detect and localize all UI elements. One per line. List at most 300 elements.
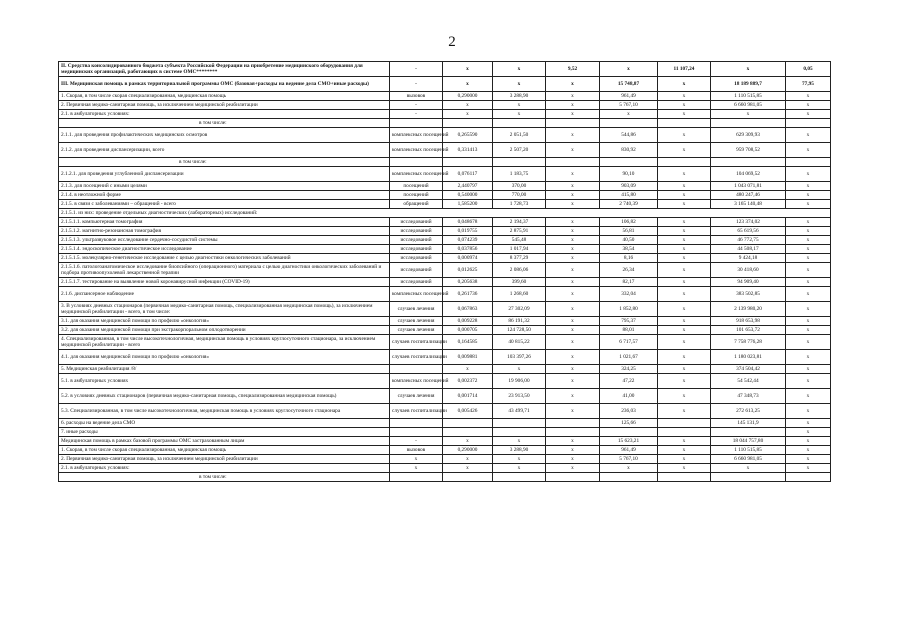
value-cell: 370,00: [493, 182, 546, 191]
value-cell: [546, 158, 600, 167]
row-label: 5.3. Специализированная, в том числе высокотехнологичная, медицинская помощь в условиях круглосуточного стационара: [59, 404, 390, 419]
unit-cell: случаев лечения: [390, 317, 443, 326]
row-label: в том числе:: [59, 473, 390, 482]
value-cell: 6 660 981,05: [711, 455, 786, 464]
table-row: [59, 254, 831, 263]
value-cell: 41,00: [600, 389, 658, 404]
value-cell: x: [546, 128, 600, 143]
row-label: 2.1.6. диспансерное наблюдение: [59, 287, 390, 302]
table-row: [59, 419, 831, 428]
value-cell: [600, 158, 658, 167]
value-cell: [658, 158, 711, 167]
table-row: [59, 200, 831, 209]
table-row: [59, 263, 831, 278]
row-label: 2.1.5.1.5. молекулярно-генетическое исследование с целью диагностики онкологических заболеваний: [59, 254, 390, 263]
table-row: [59, 404, 831, 419]
table-row: [59, 437, 831, 446]
row-label: 1. Скорая, в том числе скорая специализированная, медицинская помощь: [59, 92, 390, 101]
value-cell: [546, 419, 600, 428]
value-cell: 123 374,02: [711, 218, 786, 227]
table-row: [59, 128, 831, 143]
value-cell: 18 189 889,7: [711, 77, 786, 92]
unit-cell: исследований: [390, 227, 443, 236]
value-cell: x: [786, 101, 831, 110]
value-cell: [443, 158, 493, 167]
value-cell: 94 909,40: [711, 278, 786, 287]
value-cell: x: [600, 110, 658, 119]
row-label: 2.1.5.1.2. магнитно-резонансная томография: [59, 227, 390, 236]
value-cell: 88,01: [600, 326, 658, 335]
value-cell: x: [786, 389, 831, 404]
value-cell: x: [493, 455, 546, 464]
value-cell: [443, 119, 493, 128]
value-cell: 3 165 140,48: [711, 200, 786, 209]
table-row: [59, 428, 831, 437]
value-cell: 47 348,73: [711, 389, 786, 404]
value-cell: 3 288,90: [493, 446, 546, 455]
value-cell: 0,05: [786, 62, 831, 77]
row-label: 2.1. в амбулаторных условиях:: [59, 464, 390, 473]
table-row: [59, 110, 831, 119]
unit-cell: случаев госпитализации: [390, 404, 443, 419]
unit-cell: случаев госпитализации: [390, 350, 443, 365]
value-cell: 43 499,71: [493, 404, 546, 419]
value-cell: x: [546, 365, 600, 374]
row-label: 5.1. в амбулаторных условиях: [59, 374, 390, 389]
value-cell: 374 504,42: [711, 365, 786, 374]
value-cell: x: [786, 326, 831, 335]
value-cell: x: [658, 365, 711, 374]
table-row: [59, 143, 831, 158]
row-label: 2.1.5.1.6. патологоанатомическое исследование биопсийного (операционного) материала с целью диагностики онкологических заболеваний и подбора противоопухолевой лекарственной терапии: [59, 263, 390, 278]
value-cell: x: [786, 287, 831, 302]
financing-table: [58, 61, 831, 482]
unit-cell: x: [390, 455, 443, 464]
value-cell: x: [546, 254, 600, 263]
unit-cell: [390, 419, 443, 428]
value-cell: x: [443, 110, 493, 119]
value-cell: 2,440797: [443, 182, 493, 191]
value-cell: x: [658, 317, 711, 326]
value-cell: 0,076117: [443, 167, 493, 182]
value-cell: 56,81: [600, 227, 658, 236]
value-cell: x: [658, 278, 711, 287]
unit-cell: [390, 158, 443, 167]
value-cell: x: [786, 254, 831, 263]
value-cell: 0,205638: [443, 278, 493, 287]
row-label: в том числе:: [59, 158, 390, 167]
value-cell: x: [546, 302, 600, 317]
value-cell: x: [546, 218, 600, 227]
table-row: [59, 77, 831, 92]
value-cell: x: [546, 335, 600, 350]
value-cell: [493, 428, 546, 437]
row-label: 3.1. для оказания медицинской помощи по профилю «онкология»: [59, 317, 390, 326]
value-cell: 959 708,52: [711, 143, 786, 158]
unit-cell: случаев лечения: [390, 389, 443, 404]
value-cell: 0,000974: [443, 254, 493, 263]
value-cell: x: [786, 218, 831, 227]
value-cell: x: [786, 350, 831, 365]
value-cell: 86 191,32: [493, 317, 546, 326]
unit-cell: исследований: [390, 254, 443, 263]
value-cell: 15 623,21: [600, 437, 658, 446]
row-label: 2.1. в амбулаторных условиях:: [59, 110, 390, 119]
value-cell: x: [546, 437, 600, 446]
value-cell: [600, 119, 658, 128]
row-label: 2. Первичная медико-санитарная помощь, за исключением медицинской реабилитации: [59, 455, 390, 464]
row-label: III. Медицинская помощь в рамках территориальной программы ОМС (базовая+расходы на ведение дела СМО+иные расходы): [59, 77, 390, 92]
value-cell: x: [443, 365, 493, 374]
unit-cell: посещений: [390, 182, 443, 191]
row-label: 2.1.2. для проведения диспансеризации, всего: [59, 143, 390, 158]
value-cell: 3 288,90: [493, 92, 546, 101]
value-cell: 2 194,37: [493, 218, 546, 227]
row-label: 4.1. для оказания медицинской помощи по профилю «онкология»: [59, 350, 390, 365]
unit-cell: комплексных посещений: [390, 374, 443, 389]
value-cell: x: [786, 236, 831, 245]
value-cell: x: [658, 245, 711, 254]
value-cell: [546, 428, 600, 437]
value-cell: 383 502,85: [711, 287, 786, 302]
table-row: [59, 92, 831, 101]
row-label: 3. В условиях дневных стационаров (первичная медико-санитарная помощь, специализированная медицинская помощь), за исключением медицинской реабилитации - всего, в том числе:: [59, 302, 390, 317]
value-cell: 19 906,00: [493, 374, 546, 389]
value-cell: 1,585200: [443, 200, 493, 209]
value-cell: x: [658, 326, 711, 335]
value-cell: x: [658, 287, 711, 302]
value-cell: 5 767,10: [600, 455, 658, 464]
table-row: [59, 191, 831, 200]
value-cell: x: [493, 77, 546, 92]
value-cell: 47,22: [600, 374, 658, 389]
value-cell: 6 717,57: [600, 335, 658, 350]
value-cell: 26,34: [600, 263, 658, 278]
table-row: [59, 473, 831, 482]
row-label: в том числе:: [59, 119, 390, 128]
value-cell: 44 508,17: [711, 245, 786, 254]
unit-cell: исследований: [390, 218, 443, 227]
value-cell: [711, 158, 786, 167]
value-cell: x: [658, 143, 711, 158]
value-cell: x: [443, 62, 493, 77]
row-label: 5. Медицинская реабилитация /8/: [59, 365, 390, 374]
value-cell: 124 728,50: [493, 326, 546, 335]
value-cell: x: [658, 77, 711, 92]
value-cell: x: [658, 167, 711, 182]
value-cell: x: [493, 437, 546, 446]
value-cell: 1 180 023,81: [711, 350, 786, 365]
row-label: 7. иные расходы: [59, 428, 390, 437]
value-cell: 236,03: [600, 404, 658, 419]
value-cell: 1 021,67: [600, 350, 658, 365]
value-cell: 27 302,09: [493, 302, 546, 317]
value-cell: 0,002372: [443, 374, 493, 389]
value-cell: [786, 119, 831, 128]
unit-cell: обращений: [390, 200, 443, 209]
value-cell: x: [786, 317, 831, 326]
value-cell: 2 740,39: [600, 200, 658, 209]
value-cell: x: [546, 77, 600, 92]
table-row: [59, 101, 831, 110]
row-label: II. Средства консолидированного бюджета субъекта Российской Федерации на приобретение медицинского оборудования для медицинских организаций, работающих в системе ОМС********: [59, 62, 390, 77]
value-cell: 18 044 757,80: [711, 437, 786, 446]
table-row: [59, 317, 831, 326]
page-number: 2: [448, 34, 456, 50]
unit-cell: [390, 428, 443, 437]
unit-cell: [390, 473, 443, 482]
table-row: [59, 236, 831, 245]
unit-cell: [390, 365, 443, 374]
value-cell: 103 397,26: [493, 350, 546, 365]
value-cell: x: [546, 143, 600, 158]
value-cell: x: [546, 101, 600, 110]
unit-cell: исследований: [390, 245, 443, 254]
value-cell: x: [658, 464, 711, 473]
row-label: 2.1.5. в связи с заболеваниями – обращений - всего: [59, 200, 390, 209]
row-label: 2.1.5.1.7. тестирование на выявление новой коронавирусной инфекции (COVID-19): [59, 278, 390, 287]
unit-cell: случаев госпитализации: [390, 335, 443, 350]
row-label: 1. Скорая, в том числе скорая специализированная, медицинская помощь: [59, 446, 390, 455]
value-cell: 545,48: [493, 236, 546, 245]
table-row: [59, 455, 831, 464]
value-cell: 0,067863: [443, 302, 493, 317]
value-cell: 2 086,06: [493, 263, 546, 278]
value-cell: x: [786, 167, 831, 182]
value-cell: x: [546, 236, 600, 245]
value-cell: x: [711, 62, 786, 77]
value-cell: x: [546, 404, 600, 419]
unit-cell: исследований: [390, 278, 443, 287]
value-cell: x: [546, 455, 600, 464]
unit-cell: случаев лечения: [390, 302, 443, 317]
value-cell: 0,164585: [443, 335, 493, 350]
value-cell: 0,331413: [443, 143, 493, 158]
value-cell: 1 728,73: [493, 200, 546, 209]
value-cell: 46 772,75: [711, 236, 786, 245]
value-cell: x: [546, 167, 600, 182]
value-cell: 0,265590: [443, 128, 493, 143]
value-cell: 1 110 515,85: [711, 446, 786, 455]
table-row: [59, 446, 831, 455]
value-cell: [493, 119, 546, 128]
value-cell: 54 542,44: [711, 374, 786, 389]
value-cell: x: [786, 245, 831, 254]
value-cell: x: [786, 110, 831, 119]
value-cell: x: [658, 389, 711, 404]
value-cell: 2 875,91: [493, 227, 546, 236]
value-cell: 629 309,93: [711, 128, 786, 143]
table-row: [59, 227, 831, 236]
value-cell: x: [546, 92, 600, 101]
value-cell: 415,80: [600, 191, 658, 200]
value-cell: 6 660 981,05: [711, 101, 786, 110]
value-cell: 1 017,94: [493, 245, 546, 254]
value-cell: x: [546, 200, 600, 209]
value-cell: [658, 419, 711, 428]
value-cell: x: [658, 218, 711, 227]
value-cell: x: [786, 437, 831, 446]
row-label: Медицинская помощь в рамках базовой программы ОМС застрахованным лицам: [59, 437, 390, 446]
unit-cell: комплексных посещений: [390, 287, 443, 302]
value-cell: 0,261736: [443, 287, 493, 302]
value-cell: 106,82: [600, 218, 658, 227]
value-cell: x: [546, 446, 600, 455]
unit-cell: случаев лечения: [390, 326, 443, 335]
value-cell: [711, 473, 786, 482]
table-row: [59, 218, 831, 227]
row-label: 2.1.5.1. из них: проведение отдельных диагностических (лабораторных) исследований:: [59, 209, 831, 218]
value-cell: x: [786, 278, 831, 287]
value-cell: 125,66: [600, 419, 658, 428]
value-cell: x: [443, 437, 493, 446]
unit-cell: вызовов: [390, 446, 443, 455]
value-cell: 332,04: [600, 287, 658, 302]
table-row: [59, 302, 831, 317]
unit-cell: [390, 119, 443, 128]
value-cell: x: [658, 182, 711, 191]
value-cell: 0,037856: [443, 245, 493, 254]
value-cell: x: [658, 446, 711, 455]
value-cell: x: [658, 437, 711, 446]
row-label: 2.1.1. для проведения профилактических медицинских осмотров: [59, 128, 390, 143]
table-row: [59, 389, 831, 404]
row-label: 4. Специализированная, в том числе высокотехнологичная, медицинская помощь в условиях круглосуточного стационара, за исключением медицинской реабилитации - всего: [59, 335, 390, 350]
value-cell: x: [600, 464, 658, 473]
value-cell: x: [786, 374, 831, 389]
table-row: [59, 209, 831, 218]
unit-cell: -: [390, 77, 443, 92]
value-cell: x: [658, 236, 711, 245]
value-cell: x: [546, 317, 600, 326]
value-cell: x: [786, 143, 831, 158]
value-cell: [443, 419, 493, 428]
table-row: [59, 335, 831, 350]
value-cell: x: [546, 287, 600, 302]
row-label: 5.2. в условиях дневных стационаров (первичная медико-санитарная помощь, специализированная медицинская помощь): [59, 389, 390, 404]
unit-cell: вызовов: [390, 92, 443, 101]
value-cell: x: [493, 365, 546, 374]
table-row: [59, 374, 831, 389]
value-cell: x: [786, 200, 831, 209]
row-label: 2.1.5.1.1. компьютерная томография: [59, 218, 390, 227]
value-cell: [493, 158, 546, 167]
value-cell: [546, 119, 600, 128]
value-cell: x: [658, 128, 711, 143]
value-cell: 11 107,24: [658, 62, 711, 77]
value-cell: 7 758 776,28: [711, 335, 786, 350]
value-cell: 961,49: [600, 446, 658, 455]
value-cell: 23 913,50: [493, 389, 546, 404]
value-cell: x: [658, 101, 711, 110]
value-cell: 77,95: [786, 77, 831, 92]
value-cell: x: [546, 263, 600, 278]
value-cell: [786, 473, 831, 482]
value-cell: [546, 473, 600, 482]
value-cell: [443, 473, 493, 482]
value-cell: 30 418,60: [711, 263, 786, 278]
row-label: 3.2. для оказания медицинской помощи при экстракорпоральном оплодотворении: [59, 326, 390, 335]
unit-cell: комплексных посещений: [390, 167, 443, 182]
value-cell: 8 377,29: [493, 254, 546, 263]
value-cell: 38,54: [600, 245, 658, 254]
value-cell: x: [658, 335, 711, 350]
value-cell: 2 051,50: [493, 128, 546, 143]
table-row: [59, 167, 831, 182]
value-cell: 961,49: [600, 92, 658, 101]
table-body: [59, 62, 831, 482]
table-row: [59, 158, 831, 167]
value-cell: x: [546, 110, 600, 119]
table-row: [59, 182, 831, 191]
value-cell: x: [493, 101, 546, 110]
value-cell: x: [658, 227, 711, 236]
value-cell: x: [658, 455, 711, 464]
unit-cell: -: [390, 101, 443, 110]
value-cell: x: [658, 92, 711, 101]
value-cell: x: [658, 404, 711, 419]
value-cell: x: [786, 92, 831, 101]
value-cell: 104 069,52: [711, 167, 786, 182]
value-cell: x: [786, 335, 831, 350]
value-cell: 272 613,25: [711, 404, 786, 419]
table-row: [59, 464, 831, 473]
value-cell: x: [786, 419, 831, 428]
value-cell: 1 268,60: [493, 287, 546, 302]
value-cell: 0,048678: [443, 218, 493, 227]
value-cell: x: [786, 302, 831, 317]
value-cell: 9,52: [546, 62, 600, 77]
value-cell: 0,290000: [443, 446, 493, 455]
value-cell: x: [658, 374, 711, 389]
value-cell: 8,16: [600, 254, 658, 263]
value-cell: [600, 428, 658, 437]
value-cell: x: [786, 446, 831, 455]
value-cell: x: [600, 62, 658, 77]
value-cell: 0,019755: [443, 227, 493, 236]
value-cell: x: [546, 389, 600, 404]
value-cell: x: [658, 254, 711, 263]
unit-cell: комплексных посещений: [390, 128, 443, 143]
value-cell: 795,37: [600, 317, 658, 326]
value-cell: x: [493, 62, 546, 77]
value-cell: x: [546, 326, 600, 335]
value-cell: 2 139 980,20: [711, 302, 786, 317]
value-cell: x: [786, 191, 831, 200]
value-cell: 0,074239: [443, 236, 493, 245]
value-cell: x: [658, 200, 711, 209]
value-cell: [711, 428, 786, 437]
unit-cell: исследований: [390, 236, 443, 245]
value-cell: [600, 473, 658, 482]
value-cell: x: [786, 404, 831, 419]
row-label: 2. Первичная медико-санитарная помощь, за исключением медицинской реабилитации: [59, 101, 390, 110]
value-cell: x: [546, 278, 600, 287]
value-cell: x: [443, 101, 493, 110]
value-cell: 40,50: [600, 236, 658, 245]
value-cell: 324,25: [600, 365, 658, 374]
value-cell: 1 183,75: [493, 167, 546, 182]
table-row: [59, 326, 831, 335]
value-cell: x: [658, 302, 711, 317]
value-cell: x: [546, 191, 600, 200]
table-row: [59, 245, 831, 254]
value-cell: 918 653,98: [711, 317, 786, 326]
row-label: 2.1.3. для посещений с иными целями: [59, 182, 390, 191]
value-cell: x: [493, 464, 546, 473]
table-row: [59, 278, 831, 287]
table-row: [59, 350, 831, 365]
